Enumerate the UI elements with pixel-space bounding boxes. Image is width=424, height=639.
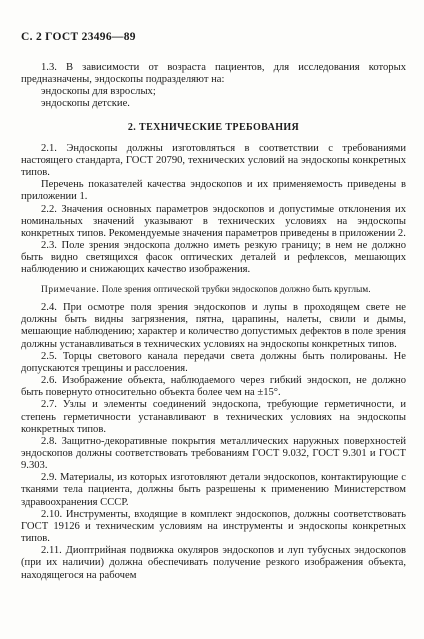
clause-2-11: 2.11. Диоптрийная подвижка окуляров эндоскопов и луп тубусных эндоскопов (при их наличии) должна обеспечивать получение резкого изображения объекта, находящегося на рабочем — [21, 545, 406, 581]
clause-2-3: 2.3. Поле зрения эндоскопа должно иметь резкую границу; в нем не должно быть видно светящихся фасок оптических деталей и рефлексов, мешающих наблюдению и снижающих качество изображения. — [21, 240, 406, 276]
clause-2-1-list: Перечень показателей качества эндоскопов и их применяемость приведены в приложении 1. — [21, 179, 406, 203]
note-text: Поле зрения оптической трубки эндоскопов должно быть круглым. — [101, 284, 371, 295]
clause-2-8: 2.8. Защитно-декоративные покрытия металлических наружных поверхностей эндоскопов должны соответствовать требованиям ГОСТ 9.032, ГОСТ 9.301 и ГОСТ 9.303. — [21, 435, 406, 472]
section-title: 2. ТЕХНИЧЕСКИЕ ТРЕБОВАНИЯ — [127, 121, 300, 133]
clause-2-9: 2.9. Материалы, из которых изготовляют детали эндоскопов, контактирующие с тканями тела пациента, должны быть разрешены к применению Министерством здравоохранения СССР. — [21, 472, 406, 508]
clause-2-5: 2.5. Торцы светового канала передачи света должны быть полированы. Не допускаются трещины и расслоения. — [21, 350, 406, 374]
clause-2-7: 2.7. Узлы и элементы соединений эндоскопа, требующие герметичности, и степень герметичности устанавливают в технических условиях на эндоскопы конкретных типов. — [21, 399, 406, 435]
note — [21, 285, 406, 297]
clause-2-2: 2.2. Значения основных параметров эндоскопов и допустимые отклонения их номинальных значений указывают в технических условиях на эндоскопы конкретных типов. Рекомендуемые значения параметров приведены в приложении 2. — [21, 203, 406, 239]
clause-2-4: 2.4. При осмотре поля зрения эндоскопов и лупы в проходящем свете не должны быть видны загрязнения, пятна, царапины, налеты, свили и дымы, мешающие наблюдению; характер и количество допустимых дефектов в поле зрения должны устанавливаться в технических условиях на эндоскопы конкретных типов. — [21, 302, 406, 350]
clause-1-3: 1.3. В зависимости от возраста пациентов, для исследования которых предназначены, эндоскопы подразделяют на: — [21, 62, 406, 86]
clause-2-1: 2.1. Эндоскопы должны изготовляться в соответствии с требованиями настоящего стандарта, ГОСТ 20790, технических условий на эндоскопы конкретных типов. — [21, 142, 406, 179]
list-item: эндоскопы детские. — [41, 98, 130, 110]
clause-2-10: 2.10. Инструменты, входящие в комплект эндоскопов, должны соответствовать ГОСТ 19126 и техническим условиям на инструменты и эндоскопы конкретных типов. — [21, 508, 406, 545]
page-content — [21, 62, 406, 582]
clause-2-6: 2.6. Изображение объекта, наблюдаемого через гибкий эндоскоп, не должно быть повернуто относительно объекта более чем на ±15°. — [21, 375, 406, 399]
list-item: эндоскопы для взрослых; — [41, 86, 156, 98]
page-header: С. 2 ГОСТ 23496—89 — [21, 31, 136, 43]
note-label: Примечание. — [41, 284, 100, 295]
